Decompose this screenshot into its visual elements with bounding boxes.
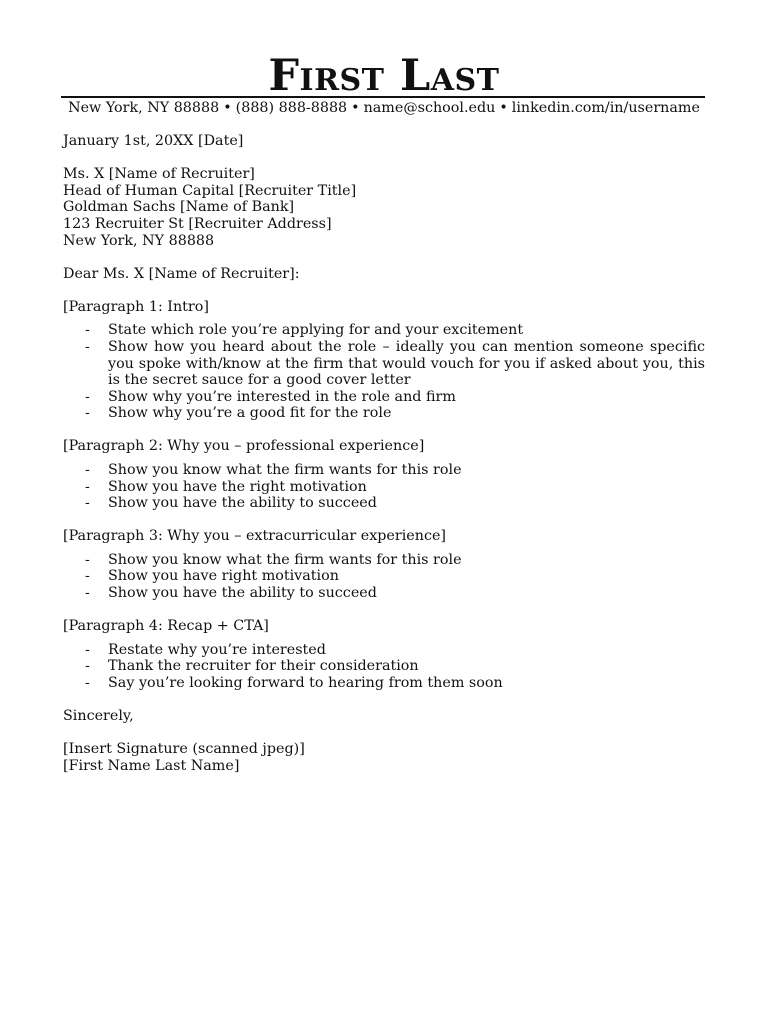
- recipient-street: 123 Recruiter St [Recruiter Address]: [63, 215, 332, 232]
- contact-phone: (888) 888-8888: [235, 100, 348, 116]
- bullet-dash: -: [85, 551, 90, 568]
- list-item: [63, 568, 705, 585]
- recipient-name: Ms. X [Name of Recruiter]: [63, 166, 255, 183]
- bullet-dash: -: [85, 478, 90, 495]
- bullet-text: Show why you’re interested in the role and firm: [108, 388, 456, 405]
- list-item: [63, 495, 705, 512]
- salutation: Dear Ms. X [Name of Recruiter]:: [63, 265, 300, 282]
- paragraph-section: [63, 299, 705, 422]
- bullet-dash: -: [85, 585, 90, 602]
- bullet-dash: -: [85, 388, 90, 405]
- contact-separator: •: [351, 100, 360, 116]
- bullet-list: [63, 552, 705, 602]
- bullet-list: [63, 322, 705, 422]
- bullet-dash: -: [85, 462, 90, 478]
- recipient-city: New York, NY 88888: [63, 232, 215, 249]
- bullet-dash: -: [85, 322, 90, 339]
- bullet-text: Say you’re looking forward to hearing from them soon: [108, 674, 503, 691]
- bullet-dash: -: [85, 568, 90, 585]
- letter-date: January 1st, 20XX [Date]: [63, 133, 244, 150]
- signature-placeholder: [Insert Signature (scanned jpeg)]: [63, 741, 305, 758]
- contact-line: [63, 100, 705, 117]
- bullet-text: Show why you’re a good fit for the role: [108, 405, 392, 422]
- bullet-text: State which role you’re applying for and your excitement: [108, 322, 524, 339]
- cover-letter-page: [63, 0, 705, 774]
- signature-block: [63, 741, 705, 774]
- bullet-text: Thank the recruiter for their consideration: [108, 658, 419, 675]
- list-item: [63, 658, 705, 675]
- bullet-list: [63, 462, 705, 512]
- bullet-list: [63, 642, 705, 692]
- list-item: [63, 322, 705, 339]
- section-heading: [Paragraph 4: Recap + CTA]: [63, 618, 269, 635]
- signature-name: [First Name Last Name]: [63, 757, 240, 774]
- bullet-dash: -: [85, 658, 90, 675]
- list-item: [63, 585, 705, 602]
- paragraph-section: [63, 618, 705, 691]
- contact-address: New York, NY 88888: [68, 100, 220, 116]
- applicant-name: First Last: [268, 51, 500, 101]
- list-item: [63, 389, 705, 406]
- bullet-text: Show how you heard about the role – ideally you can mention someone specific you spoke with/know at the firm that would vouch for you if asked about you, this is the secret sauce for a good cover letter: [108, 338, 705, 389]
- bullet-dash: -: [85, 641, 90, 658]
- list-item: [63, 339, 705, 389]
- section-heading: [Paragraph 2: Why you – professional experience]: [63, 438, 425, 455]
- list-item: [63, 552, 705, 569]
- bullet-dash: -: [85, 405, 90, 422]
- contact-separator: •: [499, 100, 508, 116]
- bullet-dash: -: [85, 495, 90, 512]
- contact-separator: •: [223, 100, 232, 116]
- contact-email: name@school.edu: [363, 100, 496, 116]
- recipient-block: [63, 166, 705, 249]
- bullet-dash: -: [85, 338, 90, 355]
- closing: Sincerely,: [63, 708, 134, 725]
- list-item: [63, 405, 705, 422]
- paragraph-section: [63, 528, 705, 601]
- list-item: [63, 642, 705, 659]
- recipient-title: Head of Human Capital [Recruiter Title]: [63, 182, 357, 199]
- bullet-text: Show you know what the firm wants for this role: [108, 551, 462, 568]
- section-heading: [Paragraph 1: Intro]: [63, 298, 209, 315]
- paragraph-section: [63, 438, 705, 511]
- list-item: [63, 675, 705, 692]
- bullet-dash: -: [85, 674, 90, 691]
- list-item: [63, 479, 705, 496]
- bullet-text: Show you have the ability to succeed: [108, 495, 377, 512]
- bullet-text: Show you have the ability to succeed: [108, 585, 377, 602]
- contact-linkedin: linkedin.com/in/username: [511, 100, 700, 116]
- section-heading: [Paragraph 3: Why you – extracurricular experience]: [63, 528, 446, 545]
- bullet-text: Show you have right motivation: [108, 568, 339, 585]
- list-item: [63, 462, 705, 479]
- bullet-text: Show you know what the firm wants for this role: [108, 462, 462, 478]
- bullet-text: Restate why you’re interested: [108, 641, 326, 658]
- bullet-text: Show you have the right motivation: [108, 478, 367, 495]
- recipient-company: Goldman Sachs [Name of Bank]: [63, 199, 295, 216]
